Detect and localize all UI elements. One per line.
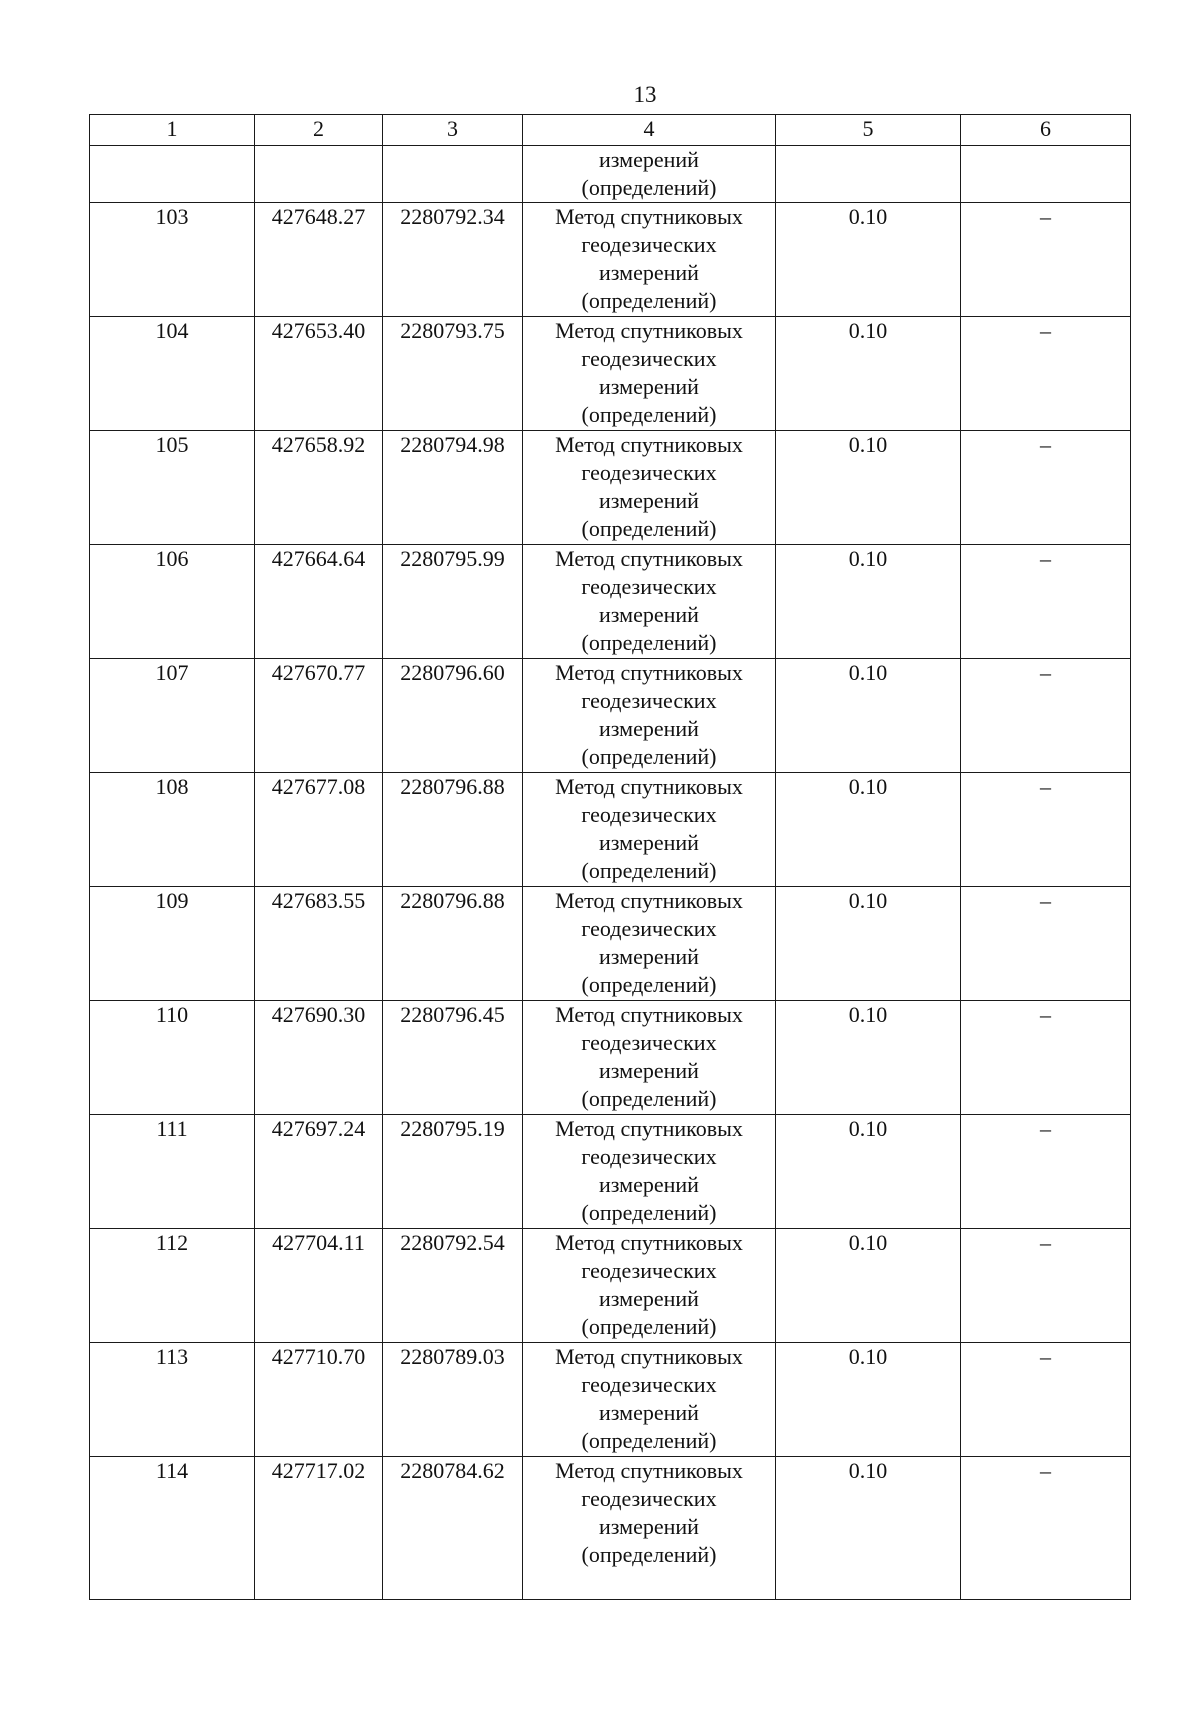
- method-line: (определений): [581, 858, 717, 883]
- method-line: геодезических: [581, 346, 717, 371]
- method-line: (определений): [581, 972, 717, 997]
- method-line: (определений): [581, 744, 717, 769]
- method-line: геодезических: [581, 232, 717, 257]
- continuation-row: [90, 146, 1131, 203]
- y-coordinate-cell: 2280789.03: [383, 1343, 523, 1457]
- table-row: [90, 203, 1131, 317]
- method-cell: [523, 545, 776, 659]
- accuracy-cell: 0.10: [776, 431, 961, 545]
- point-number-cell: 106: [90, 545, 255, 659]
- method-line: Метод спутниковых: [555, 318, 743, 343]
- x-coordinate-cell: 427704.11: [255, 1229, 383, 1343]
- point-number-cell: 112: [90, 1229, 255, 1343]
- method-cell: [523, 317, 776, 431]
- accuracy-cell: 0.10: [776, 317, 961, 431]
- method-cell: [523, 1115, 776, 1229]
- page-number: 13: [633, 82, 657, 107]
- header-row: [90, 115, 1131, 146]
- method-line: геодезических: [581, 1144, 717, 1169]
- accuracy-cell: 0.10: [776, 545, 961, 659]
- y-coordinate-cell: 2280784.62: [383, 1457, 523, 1600]
- method-line: (определений): [581, 288, 717, 313]
- x-coordinate-cell: 427664.64: [255, 545, 383, 659]
- method-line: (определений): [581, 1086, 717, 1111]
- method-line: Метод спутниковых: [555, 1344, 743, 1369]
- method-line: Метод спутниковых: [555, 1458, 743, 1483]
- note-cell: –: [961, 659, 1131, 773]
- method-line: (определений): [581, 402, 717, 427]
- point-number-cell: 113: [90, 1343, 255, 1457]
- method-cell: [523, 431, 776, 545]
- method-line: (определений): [581, 516, 717, 541]
- accuracy-cell: 0.10: [776, 1229, 961, 1343]
- point-number-cell: 107: [90, 659, 255, 773]
- note-cell: –: [961, 203, 1131, 317]
- method-line: (определений): [581, 1314, 717, 1339]
- note-cell: –: [961, 887, 1131, 1001]
- method-cell: [523, 1343, 776, 1457]
- method-line: (определений): [581, 630, 717, 655]
- method-line: Метод спутниковых: [555, 660, 743, 685]
- accuracy-cell: 0.10: [776, 1343, 961, 1457]
- table-row: [90, 659, 1131, 773]
- table-row: [90, 1343, 1131, 1457]
- x-coordinate-cell: 427690.30: [255, 1001, 383, 1115]
- table-row: [90, 1001, 1131, 1115]
- y-coordinate-cell: 2280796.88: [383, 773, 523, 887]
- coordinates-table: [89, 114, 1131, 1600]
- table-row: [90, 1457, 1131, 1600]
- point-number-cell: 104: [90, 317, 255, 431]
- method-line: Метод спутниковых: [555, 546, 743, 571]
- method-line: геодезических: [581, 460, 717, 485]
- method-line: Метод спутниковых: [555, 1230, 743, 1255]
- method-line: измерений: [599, 1514, 699, 1539]
- x-coordinate-cell: 427677.08: [255, 773, 383, 887]
- empty-cell: [90, 146, 255, 203]
- table-row: [90, 887, 1131, 1001]
- method-line: геодезических: [581, 1486, 717, 1511]
- method-cell: [523, 1001, 776, 1115]
- method-line: Метод спутниковых: [555, 888, 743, 913]
- point-number-cell: 111: [90, 1115, 255, 1229]
- table-row: [90, 317, 1131, 431]
- y-coordinate-cell: 2280796.88: [383, 887, 523, 1001]
- method-line: измерений: [599, 602, 699, 627]
- point-number-cell: 108: [90, 773, 255, 887]
- method-line: (определений): [581, 175, 717, 200]
- method-line: измерений: [599, 1058, 699, 1083]
- x-coordinate-cell: 427710.70: [255, 1343, 383, 1457]
- point-number-cell: 110: [90, 1001, 255, 1115]
- accuracy-cell: 0.10: [776, 203, 961, 317]
- method-line: измерений: [599, 488, 699, 513]
- method-line: измерений: [599, 1286, 699, 1311]
- x-coordinate-cell: 427648.27: [255, 203, 383, 317]
- accuracy-cell: 0.10: [776, 1115, 961, 1229]
- method-line: измерений: [599, 147, 699, 172]
- empty-cell: [383, 146, 523, 203]
- method-line: Метод спутниковых: [555, 432, 743, 457]
- note-cell: –: [961, 1001, 1131, 1115]
- method-cell: [523, 203, 776, 317]
- point-number-cell: 114: [90, 1457, 255, 1600]
- x-coordinate-cell: 427697.24: [255, 1115, 383, 1229]
- empty-cell: [961, 146, 1131, 203]
- method-line: геодезических: [581, 1258, 717, 1283]
- y-coordinate-cell: 2280796.60: [383, 659, 523, 773]
- method-line: (определений): [581, 1542, 717, 1567]
- column-header-6: 6: [961, 115, 1131, 146]
- table-row: [90, 773, 1131, 887]
- method-line: геодезических: [581, 1372, 717, 1397]
- accuracy-cell: 0.10: [776, 1001, 961, 1115]
- method-cell: [523, 773, 776, 887]
- method-line: измерений: [599, 260, 699, 285]
- method-line: геодезических: [581, 574, 717, 599]
- method-line: (определений): [581, 1428, 717, 1453]
- method-line: измерений: [599, 716, 699, 741]
- method-line: измерений: [599, 944, 699, 969]
- note-cell: –: [961, 1457, 1131, 1600]
- method-line: геодезических: [581, 802, 717, 827]
- accuracy-cell: 0.10: [776, 773, 961, 887]
- x-coordinate-cell: 427717.02: [255, 1457, 383, 1600]
- y-coordinate-cell: 2280793.75: [383, 317, 523, 431]
- point-number-cell: 103: [90, 203, 255, 317]
- x-coordinate-cell: 427670.77: [255, 659, 383, 773]
- x-coordinate-cell: 427658.92: [255, 431, 383, 545]
- method-cell: [523, 887, 776, 1001]
- method-line: Метод спутниковых: [555, 204, 743, 229]
- method-cell: [523, 1457, 776, 1600]
- method-line: измерений: [599, 1172, 699, 1197]
- note-cell: –: [961, 1229, 1131, 1343]
- method-line: геодезических: [581, 688, 717, 713]
- method-line: (определений): [581, 1200, 717, 1225]
- method-line: Метод спутниковых: [555, 1002, 743, 1027]
- y-coordinate-cell: 2280794.98: [383, 431, 523, 545]
- table-row: [90, 545, 1131, 659]
- table-row: [90, 431, 1131, 545]
- column-header-4: 4: [523, 115, 776, 146]
- x-coordinate-cell: 427653.40: [255, 317, 383, 431]
- method-line: Метод спутниковых: [555, 774, 743, 799]
- note-cell: –: [961, 431, 1131, 545]
- note-cell: –: [961, 1115, 1131, 1229]
- point-number-cell: 105: [90, 431, 255, 545]
- accuracy-cell: 0.10: [776, 1457, 961, 1600]
- column-header-3: 3: [383, 115, 523, 146]
- method-line: измерений: [599, 1400, 699, 1425]
- empty-cell: [255, 146, 383, 203]
- y-coordinate-cell: 2280795.99: [383, 545, 523, 659]
- note-cell: –: [961, 1343, 1131, 1457]
- method-line: геодезических: [581, 916, 717, 941]
- column-header-5: 5: [776, 115, 961, 146]
- accuracy-cell: 0.10: [776, 659, 961, 773]
- note-cell: –: [961, 773, 1131, 887]
- method-line: Метод спутниковых: [555, 1116, 743, 1141]
- y-coordinate-cell: 2280796.45: [383, 1001, 523, 1115]
- method-cell: [523, 146, 776, 203]
- column-header-2: 2: [255, 115, 383, 146]
- x-coordinate-cell: 427683.55: [255, 887, 383, 1001]
- table-body: [90, 146, 1131, 1600]
- empty-cell: [776, 146, 961, 203]
- method-line: измерений: [599, 830, 699, 855]
- y-coordinate-cell: 2280795.19: [383, 1115, 523, 1229]
- accuracy-cell: 0.10: [776, 887, 961, 1001]
- y-coordinate-cell: 2280792.34: [383, 203, 523, 317]
- method-line: геодезических: [581, 1030, 717, 1055]
- method-line: измерений: [599, 374, 699, 399]
- note-cell: –: [961, 545, 1131, 659]
- table-row: [90, 1115, 1131, 1229]
- method-cell: [523, 659, 776, 773]
- y-coordinate-cell: 2280792.54: [383, 1229, 523, 1343]
- note-cell: –: [961, 317, 1131, 431]
- point-number-cell: 109: [90, 887, 255, 1001]
- column-header-1: 1: [90, 115, 255, 146]
- method-cell: [523, 1229, 776, 1343]
- table-row: [90, 1229, 1131, 1343]
